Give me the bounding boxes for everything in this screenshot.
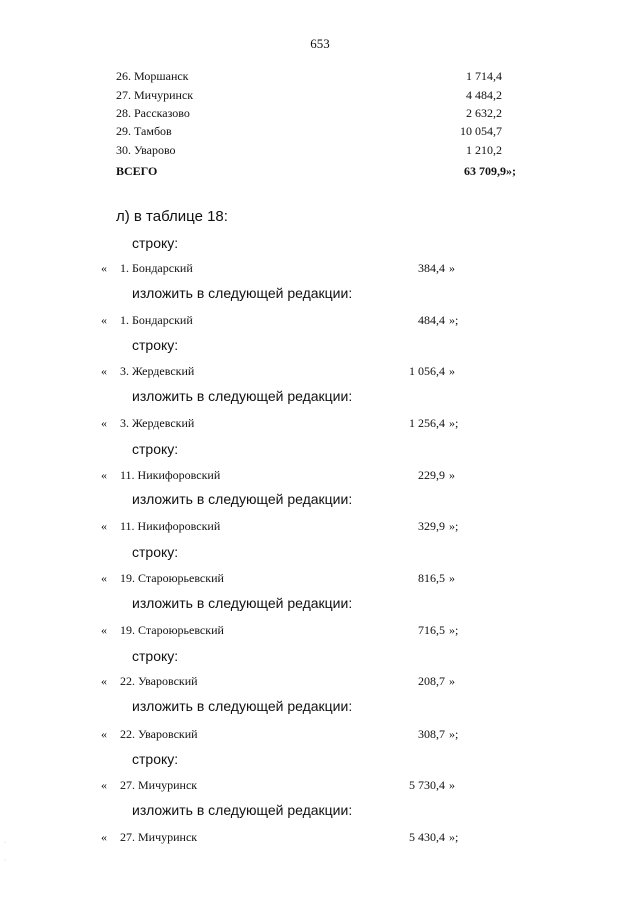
replace-label: изложить в следующей редакции: bbox=[132, 285, 353, 301]
new-row bbox=[0, 416, 640, 434]
close-quote: » bbox=[449, 468, 455, 482]
old-row bbox=[0, 674, 640, 692]
open-quote: « bbox=[101, 519, 107, 533]
new-row bbox=[0, 519, 640, 537]
new-row bbox=[0, 727, 640, 745]
close-quote: » bbox=[449, 674, 455, 688]
district-name: 27. Мичуринск bbox=[116, 88, 194, 102]
old-row bbox=[0, 468, 640, 486]
district-value: 4 484,2 bbox=[466, 88, 502, 102]
open-quote: « bbox=[101, 674, 107, 688]
table-row bbox=[116, 106, 516, 124]
district-name: 22. Уваровский bbox=[120, 727, 198, 741]
total-value: 63 709,9»; bbox=[464, 164, 516, 178]
table-row bbox=[116, 88, 516, 106]
section-intro: л) в таблице 18: bbox=[116, 208, 228, 225]
district-name: 3. Жердевский bbox=[120, 416, 195, 430]
new-row bbox=[0, 623, 640, 641]
old-row bbox=[0, 571, 640, 589]
district-value: 1 056,4 bbox=[409, 364, 445, 378]
open-quote: « bbox=[101, 468, 107, 482]
row-word-label: строку: bbox=[132, 337, 179, 353]
district-name: 22. Уваровский bbox=[120, 674, 198, 688]
district-name: 3. Жердевский bbox=[120, 364, 195, 378]
open-quote: « bbox=[101, 313, 107, 327]
district-value: 1 714,4 bbox=[466, 69, 502, 83]
district-value: 2 632,2 bbox=[466, 106, 502, 120]
close-quote: » bbox=[449, 364, 455, 378]
old-row bbox=[0, 364, 640, 382]
district-value: 329,9 bbox=[418, 519, 445, 533]
close-quote: »; bbox=[449, 519, 459, 533]
replace-label: изложить в следующей редакции: bbox=[132, 698, 353, 714]
replace-label: изложить в следующей редакции: bbox=[132, 595, 353, 611]
open-quote: « bbox=[101, 727, 107, 741]
district-name: 26. Моршанск bbox=[116, 69, 189, 83]
scan-margin-mark: · bbox=[4, 858, 6, 864]
district-value: 1 210,2 bbox=[466, 143, 502, 157]
old-row bbox=[0, 261, 640, 279]
district-name: 1. Бондарский bbox=[120, 261, 193, 275]
replace-label: изложить в следующей редакции: bbox=[132, 802, 353, 818]
open-quote: « bbox=[101, 261, 107, 275]
district-value: 816,5 bbox=[418, 571, 445, 585]
district-name: 19. Староюрьевский bbox=[120, 571, 224, 585]
close-quote: »; bbox=[449, 727, 459, 741]
row-word-label: строку: bbox=[132, 441, 179, 457]
replace-label: изложить в следующей редакции: bbox=[132, 388, 353, 404]
district-value: 308,7 bbox=[418, 727, 445, 741]
district-name: 11. Никифоровский bbox=[120, 519, 221, 533]
row-word-label: строку: bbox=[132, 751, 179, 767]
district-value: 384,4 bbox=[418, 261, 445, 275]
open-quote: « bbox=[101, 830, 107, 844]
district-name: 11. Никифоровский bbox=[120, 468, 221, 482]
district-name: 30. Уварово bbox=[116, 143, 176, 157]
district-name: 27. Мичуринск bbox=[120, 830, 198, 844]
district-value: 5 430,4 bbox=[409, 830, 445, 844]
total-label: ВСЕГО bbox=[116, 164, 158, 178]
open-quote: « bbox=[101, 416, 107, 430]
table-row bbox=[116, 69, 516, 87]
close-quote: »; bbox=[449, 623, 459, 637]
new-row bbox=[0, 313, 640, 331]
district-value: 10 054,7 bbox=[460, 124, 502, 138]
close-quote: » bbox=[449, 571, 455, 585]
table-row bbox=[116, 124, 516, 142]
district-name: 1. Бондарский bbox=[120, 313, 193, 327]
row-word-label: строку: bbox=[132, 648, 179, 664]
district-name: 29. Тамбов bbox=[116, 124, 172, 138]
close-quote: » bbox=[449, 261, 455, 275]
district-value: 229,9 bbox=[418, 468, 445, 482]
page-number: 653 bbox=[310, 36, 330, 51]
open-quote: « bbox=[101, 778, 107, 792]
district-name: 27. Мичуринск bbox=[120, 778, 198, 792]
new-row bbox=[0, 830, 640, 848]
district-value: 1 256,4 bbox=[409, 416, 445, 430]
row-word-label: строку: bbox=[132, 235, 179, 251]
open-quote: « bbox=[101, 571, 107, 585]
close-quote: » bbox=[449, 778, 455, 792]
open-quote: « bbox=[101, 623, 107, 637]
total-row bbox=[116, 164, 516, 182]
district-name: 19. Староюрьевский bbox=[120, 623, 224, 637]
table-row bbox=[116, 143, 516, 161]
scan-margin-mark: · bbox=[4, 840, 6, 846]
replace-label: изложить в следующей редакции: bbox=[132, 491, 353, 507]
district-value: 716,5 bbox=[418, 623, 445, 637]
district-value: 5 730,4 bbox=[409, 778, 445, 792]
district-value: 484,4 bbox=[418, 313, 445, 327]
district-value: 208,7 bbox=[418, 674, 445, 688]
district-name: 28. Рассказово bbox=[116, 106, 190, 120]
close-quote: »; bbox=[449, 313, 459, 327]
close-quote: »; bbox=[449, 416, 459, 430]
row-word-label: строку: bbox=[132, 544, 179, 560]
close-quote: »; bbox=[449, 830, 459, 844]
open-quote: « bbox=[101, 364, 107, 378]
old-row bbox=[0, 778, 640, 796]
